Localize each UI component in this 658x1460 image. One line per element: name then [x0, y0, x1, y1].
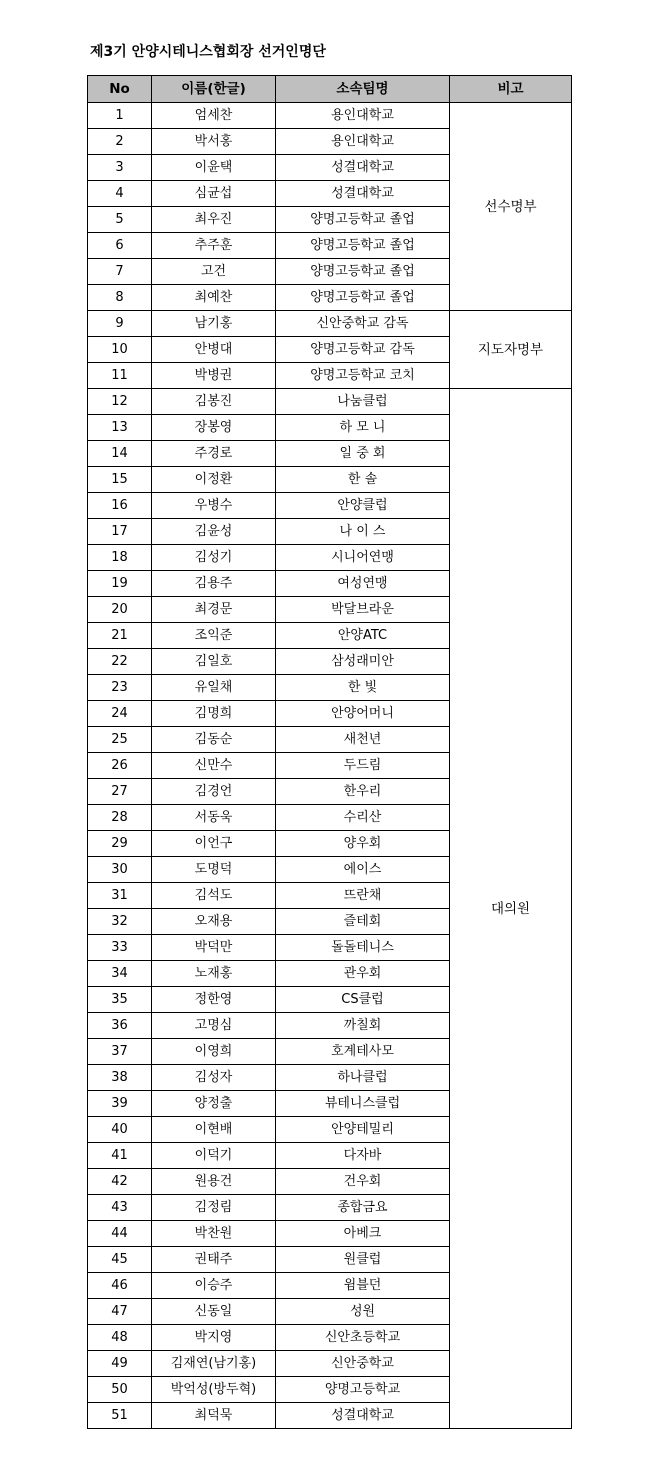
- cell-team: 뜨란채: [276, 883, 450, 909]
- cell-team: 양명고등학교 졸업: [276, 259, 450, 285]
- cell-team: 까칠회: [276, 1013, 450, 1039]
- cell-name: 남기홍: [152, 311, 276, 337]
- cell-team: 호계테사모: [276, 1039, 450, 1065]
- cell-team: 종합금요: [276, 1195, 450, 1221]
- cell-team: 용인대학교: [276, 103, 450, 129]
- cell-team: 즐테회: [276, 909, 450, 935]
- cell-team: 아베크: [276, 1221, 450, 1247]
- cell-no: 23: [88, 675, 152, 701]
- cell-no: 43: [88, 1195, 152, 1221]
- cell-team: 양우회: [276, 831, 450, 857]
- cell-name: 이현배: [152, 1117, 276, 1143]
- cell-no: 8: [88, 285, 152, 311]
- cell-team: 윔블던: [276, 1273, 450, 1299]
- table-row: [88, 103, 572, 129]
- header-note: 비고: [450, 76, 572, 103]
- cell-no: 39: [88, 1091, 152, 1117]
- cell-team: 나 이 스: [276, 519, 450, 545]
- cell-note: 대의원: [450, 389, 572, 1429]
- table-row: [88, 389, 572, 415]
- cell-no: 16: [88, 493, 152, 519]
- cell-name: 정한영: [152, 987, 276, 1013]
- header-no: No: [88, 76, 152, 103]
- cell-name: 김성자: [152, 1065, 276, 1091]
- cell-team: 시니어연맹: [276, 545, 450, 571]
- cell-team: 한우리: [276, 779, 450, 805]
- table-body: [88, 103, 572, 1429]
- cell-no: 22: [88, 649, 152, 675]
- cell-no: 13: [88, 415, 152, 441]
- cell-no: 15: [88, 467, 152, 493]
- cell-team: 두드림: [276, 753, 450, 779]
- cell-name: 신만수: [152, 753, 276, 779]
- cell-no: 17: [88, 519, 152, 545]
- cell-name: 최경문: [152, 597, 276, 623]
- cell-no: 42: [88, 1169, 152, 1195]
- cell-no: 47: [88, 1299, 152, 1325]
- cell-no: 38: [88, 1065, 152, 1091]
- cell-no: 28: [88, 805, 152, 831]
- cell-team: 양명고등학교: [276, 1377, 450, 1403]
- cell-no: 2: [88, 129, 152, 155]
- cell-team: 원클럽: [276, 1247, 450, 1273]
- cell-no: 3: [88, 155, 152, 181]
- cell-no: 10: [88, 337, 152, 363]
- cell-name: 박억성(방두혁): [152, 1377, 276, 1403]
- cell-team: 양명고등학교 졸업: [276, 285, 450, 311]
- cell-name: 안병대: [152, 337, 276, 363]
- cell-name: 양정출: [152, 1091, 276, 1117]
- cell-no: 41: [88, 1143, 152, 1169]
- cell-name: 이언구: [152, 831, 276, 857]
- cell-no: 21: [88, 623, 152, 649]
- cell-team: 한 솔: [276, 467, 450, 493]
- cell-team: 신안중학교 감독: [276, 311, 450, 337]
- cell-team: 하나클럽: [276, 1065, 450, 1091]
- cell-name: 박병권: [152, 363, 276, 389]
- cell-name: 조익준: [152, 623, 276, 649]
- cell-team: 양명고등학교 졸업: [276, 233, 450, 259]
- cell-no: 9: [88, 311, 152, 337]
- cell-team: 안양어머니: [276, 701, 450, 727]
- cell-no: 51: [88, 1403, 152, 1429]
- cell-no: 5: [88, 207, 152, 233]
- header-team: 소속팀명: [276, 76, 450, 103]
- cell-name: 이승주: [152, 1273, 276, 1299]
- cell-team: 양명고등학교 코치: [276, 363, 450, 389]
- cell-note: 지도자명부: [450, 311, 572, 389]
- cell-team: 한 빛: [276, 675, 450, 701]
- cell-name: 이영희: [152, 1039, 276, 1065]
- cell-no: 7: [88, 259, 152, 285]
- cell-no: 31: [88, 883, 152, 909]
- cell-name: 유일채: [152, 675, 276, 701]
- cell-name: 박서홍: [152, 129, 276, 155]
- cell-team: 신안초등학교: [276, 1325, 450, 1351]
- cell-name: 이윤택: [152, 155, 276, 181]
- document-title: 제3기 안양시테니스협회장 선거인명단: [90, 44, 326, 60]
- cell-team: 신안중학교: [276, 1351, 450, 1377]
- cell-team: 나눔클럽: [276, 389, 450, 415]
- cell-no: 1: [88, 103, 152, 129]
- cell-team: 하 모 니: [276, 415, 450, 441]
- cell-name: 장봉영: [152, 415, 276, 441]
- cell-no: 44: [88, 1221, 152, 1247]
- cell-no: 34: [88, 961, 152, 987]
- cell-name: 김동순: [152, 727, 276, 753]
- cell-no: 50: [88, 1377, 152, 1403]
- header-name: 이름(한글): [152, 76, 276, 103]
- cell-team: 여성연맹: [276, 571, 450, 597]
- cell-no: 37: [88, 1039, 152, 1065]
- cell-team: 성원: [276, 1299, 450, 1325]
- table-row: [88, 311, 572, 337]
- cell-name: 김일호: [152, 649, 276, 675]
- cell-team: 용인대학교: [276, 129, 450, 155]
- cell-team: 새천년: [276, 727, 450, 753]
- cell-no: 26: [88, 753, 152, 779]
- cell-no: 49: [88, 1351, 152, 1377]
- cell-no: 18: [88, 545, 152, 571]
- cell-team: 삼성래미안: [276, 649, 450, 675]
- cell-team: 안양ATC: [276, 623, 450, 649]
- cell-no: 19: [88, 571, 152, 597]
- cell-name: 최예찬: [152, 285, 276, 311]
- cell-no: 11: [88, 363, 152, 389]
- cell-team: 안양클럽: [276, 493, 450, 519]
- cell-no: 29: [88, 831, 152, 857]
- cell-no: 48: [88, 1325, 152, 1351]
- cell-team: 안양테밀리: [276, 1117, 450, 1143]
- cell-team: 뷰테니스클럽: [276, 1091, 450, 1117]
- cell-name: 심균섭: [152, 181, 276, 207]
- cell-name: 주경로: [152, 441, 276, 467]
- cell-name: 신동일: [152, 1299, 276, 1325]
- cell-team: 다자바: [276, 1143, 450, 1169]
- cell-no: 40: [88, 1117, 152, 1143]
- cell-name: 엄세찬: [152, 103, 276, 129]
- cell-name: 김봉진: [152, 389, 276, 415]
- cell-note: 선수명부: [450, 103, 572, 311]
- cell-no: 25: [88, 727, 152, 753]
- cell-no: 24: [88, 701, 152, 727]
- cell-no: 32: [88, 909, 152, 935]
- cell-team: 양명고등학교 감독: [276, 337, 450, 363]
- cell-name: 고건: [152, 259, 276, 285]
- cell-no: 12: [88, 389, 152, 415]
- cell-name: 박덕만: [152, 935, 276, 961]
- cell-no: 46: [88, 1273, 152, 1299]
- cell-no: 20: [88, 597, 152, 623]
- cell-name: 최우진: [152, 207, 276, 233]
- cell-name: 노재홍: [152, 961, 276, 987]
- cell-name: 박찬원: [152, 1221, 276, 1247]
- cell-no: 45: [88, 1247, 152, 1273]
- cell-team: 박달브라운: [276, 597, 450, 623]
- cell-name: 도명덕: [152, 857, 276, 883]
- cell-no: 27: [88, 779, 152, 805]
- cell-name: 박지영: [152, 1325, 276, 1351]
- cell-name: 고명심: [152, 1013, 276, 1039]
- cell-name: 서동욱: [152, 805, 276, 831]
- cell-no: 30: [88, 857, 152, 883]
- cell-no: 6: [88, 233, 152, 259]
- cell-name: 김윤성: [152, 519, 276, 545]
- cell-team: 성결대학교: [276, 155, 450, 181]
- cell-team: 성결대학교: [276, 1403, 450, 1429]
- cell-name: 김재연(남기홍): [152, 1351, 276, 1377]
- cell-name: 권태주: [152, 1247, 276, 1273]
- cell-name: 김성기: [152, 545, 276, 571]
- cell-team: 건우회: [276, 1169, 450, 1195]
- cell-no: 35: [88, 987, 152, 1013]
- cell-name: 김용주: [152, 571, 276, 597]
- cell-team: CS클럽: [276, 987, 450, 1013]
- cell-team: 수리산: [276, 805, 450, 831]
- cell-name: 우병수: [152, 493, 276, 519]
- cell-name: 김경언: [152, 779, 276, 805]
- cell-team: 성결대학교: [276, 181, 450, 207]
- cell-name: 오재용: [152, 909, 276, 935]
- cell-no: 14: [88, 441, 152, 467]
- cell-team: 에이스: [276, 857, 450, 883]
- cell-name: 추주훈: [152, 233, 276, 259]
- cell-name: 최덕묵: [152, 1403, 276, 1429]
- cell-no: 36: [88, 1013, 152, 1039]
- cell-name: 이정환: [152, 467, 276, 493]
- cell-name: 김정림: [152, 1195, 276, 1221]
- cell-team: 양명고등학교 졸업: [276, 207, 450, 233]
- cell-team: 돌돌테니스: [276, 935, 450, 961]
- cell-name: 김명희: [152, 701, 276, 727]
- cell-team: 일 중 회: [276, 441, 450, 467]
- cell-no: 4: [88, 181, 152, 207]
- voter-roster-table: [87, 75, 572, 1429]
- cell-name: 김석도: [152, 883, 276, 909]
- table-header-row: [88, 76, 572, 103]
- cell-name: 이덕기: [152, 1143, 276, 1169]
- cell-team: 관우회: [276, 961, 450, 987]
- cell-no: 33: [88, 935, 152, 961]
- cell-name: 원용건: [152, 1169, 276, 1195]
